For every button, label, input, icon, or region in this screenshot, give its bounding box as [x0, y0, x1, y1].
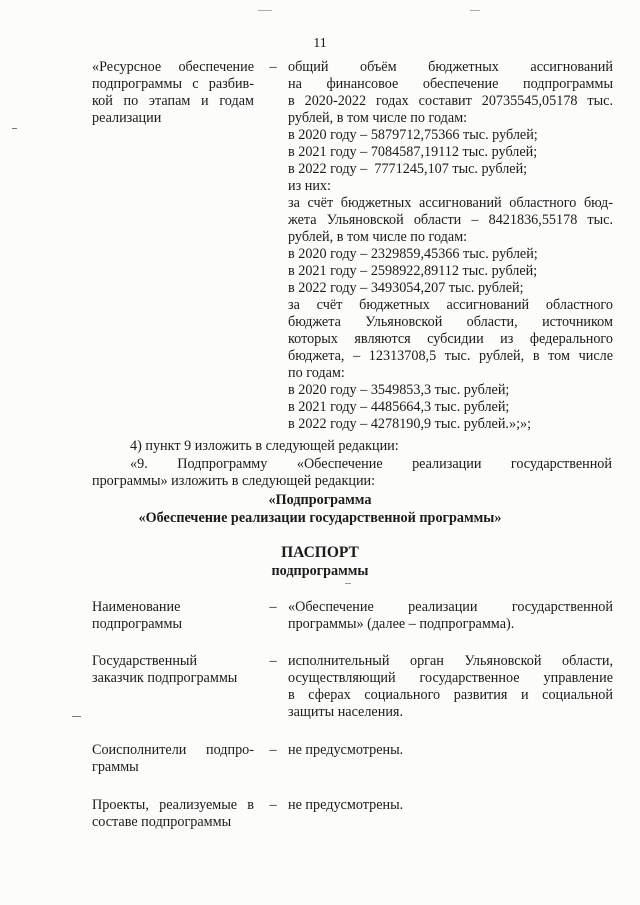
- passport-label-line: Соисполнители подпро-: [92, 742, 254, 758]
- passport-row-value: [288, 797, 613, 814]
- scan-speck: [72, 716, 81, 717]
- passport-label-line: составе подпрограммы: [92, 814, 232, 830]
- passport-label-line: Наименование: [92, 599, 181, 615]
- resource-dash: –: [269, 59, 277, 75]
- resource-label-line: реализации: [92, 110, 162, 126]
- passport-subtitle: подпрограммы: [271, 563, 369, 579]
- item-4-paragraph: 4) пункт 9 изложить в следующей редакции:: [130, 438, 399, 454]
- scan-speck: [470, 10, 480, 11]
- resource-value-line: за счёт бюджетных ассигнований областного: [288, 297, 613, 313]
- resource-value-line: бюджета Ульяновской области, источником: [288, 314, 613, 330]
- passport-value-line: «Обеспечение реализации государственной: [288, 599, 613, 615]
- item-9-paragraph: [92, 456, 612, 490]
- resource-value-line: в 2020 году – 2329859,45366 тыс. рублей;: [288, 246, 538, 262]
- item-9-line: программы» изложить в следующей редакции:: [92, 473, 376, 489]
- resource-label-line: «Ресурсное обеспечение: [92, 59, 254, 75]
- page-number: 11: [313, 36, 327, 51]
- passport-value-line: осуществляющий государственное управление: [288, 670, 613, 686]
- item-9-line: «9. Подпрограмму «Обеспечение реализации государственной: [130, 456, 612, 472]
- passport-row-dash: –: [269, 653, 277, 669]
- resource-value-line: по годам:: [288, 365, 345, 381]
- resource-value-line: из них:: [288, 178, 331, 194]
- passport-value-line: не предусмотрены.: [288, 742, 404, 758]
- resource-value: [288, 59, 613, 433]
- resource-value-line: в 2022 году – 4278190,9 тыс. рублей.»;»;: [288, 416, 532, 432]
- resource-value-line: в 2022 году – 7771245,107 тыс. рублей;: [288, 161, 528, 177]
- passport-row-value: [288, 742, 613, 759]
- passport-value-line: программы» (далее – подпрограмма).: [288, 616, 515, 632]
- passport-row-value: [288, 599, 613, 633]
- passport-value-line: не предусмотрены.: [288, 797, 404, 813]
- passport-title: ПАСПОРТ: [281, 544, 359, 561]
- resource-label: [92, 59, 254, 127]
- resource-value-line: которых являются субсидии из федерального: [288, 331, 613, 347]
- scan-speck: [258, 10, 272, 11]
- passport-value-line: исполнительный орган Ульяновской области,: [288, 653, 613, 669]
- passport-value-line: в сферах социального развития и социальной: [288, 687, 613, 703]
- resource-label-line: подпрограммы с разбив-: [92, 76, 254, 92]
- passport-row-value: [288, 653, 613, 721]
- passport-row-dash: –: [269, 599, 277, 615]
- passport-label-line: заказчик подпрограммы: [92, 670, 238, 686]
- resource-label-line: кой по этапам и годам: [92, 93, 254, 109]
- resource-value-line: рублей, в том числе по годам:: [288, 229, 468, 245]
- subprogram-name: «Обеспечение реализации государственной программы»: [138, 510, 502, 526]
- resource-value-line: в 2021 году – 2598922,89112 тыс. рублей;: [288, 263, 538, 279]
- passport-value-line: защиты населения.: [288, 704, 403, 720]
- passport-label-line: подпрограммы: [92, 616, 182, 632]
- scan-speck: [12, 128, 17, 129]
- resource-value-line: за счёт бюджетных ассигнований областного бюд-: [288, 195, 613, 211]
- passport-row-label: [92, 653, 254, 687]
- passport-row-dash: –: [269, 742, 277, 758]
- resource-value-line: в 2020 году – 3549853,3 тыс. рублей;: [288, 382, 510, 398]
- resource-value-line: общий объём бюджетных ассигнований: [288, 59, 613, 75]
- passport-row-label: [92, 599, 254, 633]
- resource-value-line: рублей, в том числе по годам:: [288, 110, 468, 126]
- passport-row-label: [92, 797, 254, 831]
- scan-speck: [345, 583, 351, 584]
- passport-label-line: Проекты, реализуемые в: [92, 797, 254, 813]
- passport-label-line: граммы: [92, 759, 139, 775]
- resource-value-line: в 2021 году – 7084587,19112 тыс. рублей;: [288, 144, 538, 160]
- resource-value-line: на финансовое обеспечение подпрограммы: [288, 76, 613, 92]
- resource-value-line: бюджета, – 12313708,5 тыс. рублей, в том числе: [288, 348, 613, 364]
- passport-row-dash: –: [269, 797, 277, 813]
- resource-value-line: в 2021 году – 4485664,3 тыс. рублей;: [288, 399, 510, 415]
- resource-value-line: жета Ульяновской области – 8421836,55178 тыс.: [288, 212, 613, 228]
- resource-value-line: в 2022 году – 3493054,207 тыс. рублей;: [288, 280, 524, 296]
- passport-row-label: [92, 742, 254, 776]
- resource-value-line: в 2020-2022 годах составит 20735545,05178 тыс.: [288, 93, 613, 109]
- subprogram-title: «Подпрограмма: [268, 492, 372, 508]
- resource-value-line: в 2020 году – 5879712,75366 тыс. рублей;: [288, 127, 538, 143]
- passport-label-line: Государственный: [92, 653, 198, 669]
